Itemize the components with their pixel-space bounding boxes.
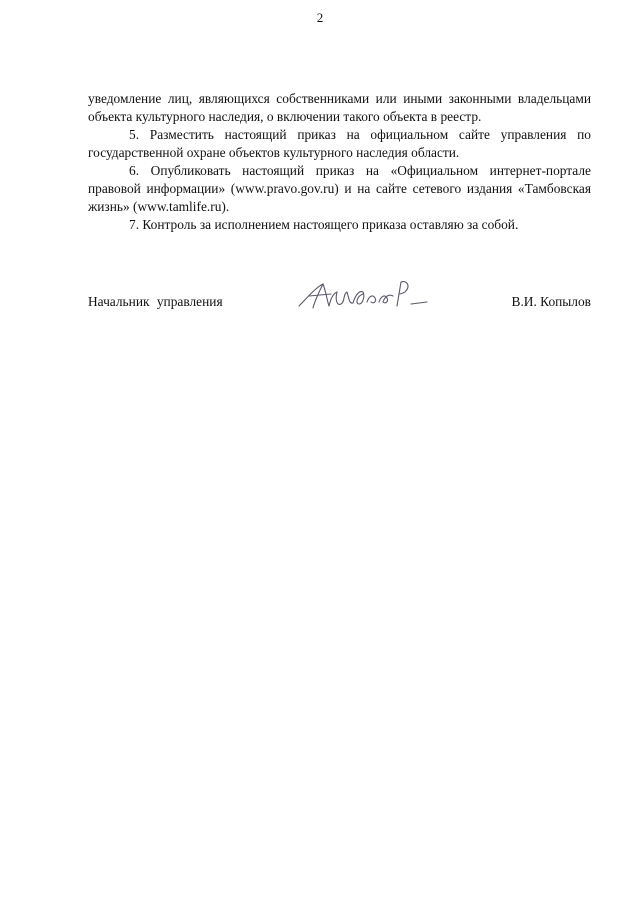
paragraph-item-6: 6. Опубликовать настоящий приказ на «Официальном интернет-портале правовой информации» (www.pravo.gov.ru) и на сайте сетевого издания «Тамбовская жизнь» (www.tamlife.ru). [88, 163, 591, 214]
paragraph-item-5: 5. Разместить настоящий приказ на официальном сайте управления по государственной охране объектов культурного наследия области. [88, 127, 591, 160]
signatory-name: В.И. Копылов [511, 294, 591, 309]
handwritten-signature [293, 276, 443, 316]
page-number: 2 [316, 10, 324, 25]
paragraph-continuation: уведомление лиц, являющихся собственниками или иными законными владельцами объекта культурного наследия, о включении такого объекта в реестр. [88, 91, 591, 124]
document-body [88, 90, 591, 234]
paragraph-item-7: 7. Контроль за исполнением настоящего приказа оставляю за собой. [129, 217, 519, 232]
signatory-position: Начальник управления [88, 294, 223, 309]
signature-block [88, 276, 591, 316]
